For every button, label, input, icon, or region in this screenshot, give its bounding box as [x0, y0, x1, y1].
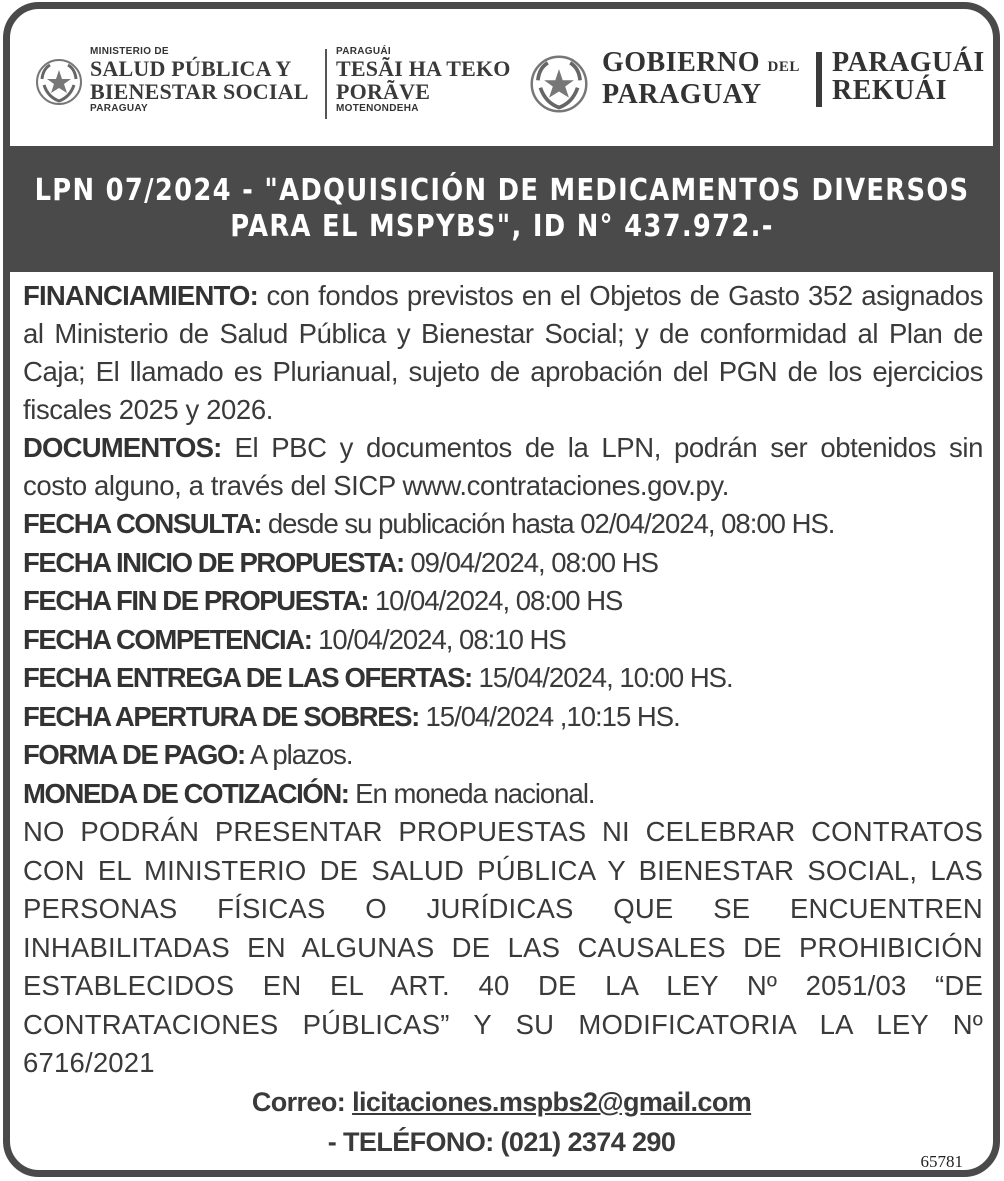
row-label: FECHA CONSULTA:: [23, 508, 262, 539]
notice-body: [23, 277, 983, 1083]
row-value: 10/04/2024, 08:10 HS: [311, 623, 566, 655]
ministry-small-bottom: PARAGUAY: [90, 103, 148, 114]
ministry-small-top: MINISTERIO DE: [90, 46, 169, 57]
title-line1: LPN 07/2024 - "ADQUISICIÓN DE MEDICAMENTOS DIVERSOS: [34, 173, 969, 208]
ministry-line1: SALUD PÚBLICA Y: [90, 56, 292, 81]
email-label: Correo:: [251, 1087, 353, 1117]
financiamiento-label: FINANCIAMIENTO:: [23, 280, 258, 311]
tesai-small-top: PARAGUÁI: [336, 46, 391, 57]
title-banner: [10, 146, 993, 272]
rekuai-line2: REKUÁI: [832, 75, 948, 106]
notice-title: [20, 173, 983, 245]
ministry-logo: [90, 46, 309, 114]
title-line2: PARA EL MSPYBS", ID N° 437.972.-: [229, 209, 774, 244]
row-label: FECHA COMPETENCIA:: [23, 623, 312, 655]
row-value: desde su publicación hasta 02/04/2024, 08:00 HS.: [261, 508, 835, 539]
row-value: En moneda nacional.: [348, 777, 595, 809]
documentos-text: El PBC y documentos de la LPN, podrán ser obtenidos sin costo alguno, a través del SICP www.contrataciones.gov.py.: [23, 432, 983, 501]
row-value: A plazos.: [244, 739, 353, 770]
publication-code: 65781: [920, 1152, 963, 1171]
email-line: [10, 1087, 993, 1118]
tesai-line2: PORÃVE: [336, 79, 431, 104]
fecha-fin-row: [23, 582, 983, 621]
fecha-competencia-row: [23, 621, 983, 660]
header-logos: [10, 9, 993, 146]
gobierno-word2: PARAGUAY: [602, 79, 762, 110]
row-value: 15/04/2024 ,10:15 HS.: [418, 700, 680, 732]
fecha-consulta-row: [23, 505, 983, 544]
prohibition-notice: NO PODRÁN PRESENTAR PROPUESTAS NI CELEBRAR CONTRATOS CON EL MINISTERIO DE SALUD PÚBLICA Y BIENESTAR SOCIAL, LAS PERSONAS FÍSICAS O JURÍDICAS QUE SE ENCUENTREN INHABILITADAS EN ALGUNAS DE LAS CAUSALES DE PROHIBICIÓN ESTABLECIDOS EN EL ART. 40 DE LA LEY Nº 2051/03 “DE CONTRATACIONES PÚBLICAS” Y SU MODIFICATORIA LA LEY Nº 6716/2021: [23, 816, 983, 1078]
rekuai-logo: [832, 49, 985, 105]
documentos-paragraph: [23, 429, 983, 505]
phone-line: - TELÉFONO: (021) 2374 290: [327, 1127, 676, 1157]
financiamiento-text: con fondos previstos en el Objetos de Gasto 352 asignados al Ministerio de Salud Pública y Bienestar Social; y de conformidad al Plan de Caja; El llamado es Plurianual, sujeto de aprobación del PGN de los ejercicios fiscales 2025 y 2026.: [23, 280, 983, 425]
notice-frame: [3, 2, 1000, 1177]
row-label: FECHA APERTURA DE SOBRES:: [23, 700, 419, 732]
row-label: MONEDA DE COTIZACIÓN:: [23, 777, 349, 809]
row-value: 15/04/2024, 10:00 HS.: [471, 662, 733, 693]
ministry-line2: BIENESTAR SOCIAL: [90, 79, 309, 104]
national-seal-icon: [528, 53, 590, 115]
tesai-small-bottom: MOTENONDEHA: [336, 103, 419, 114]
tesai-logo: [336, 46, 511, 114]
gobierno-word-small: DEL: [767, 59, 800, 75]
financiamiento-paragraph: [23, 277, 983, 429]
row-label: FECHA FIN DE PROPUESTA:: [23, 585, 369, 616]
moneda-row: [23, 775, 983, 814]
forma-pago-row: [23, 736, 983, 775]
documentos-label: DOCUMENTOS:: [23, 432, 222, 463]
row-value: 10/04/2024, 08:00 HS: [368, 585, 623, 616]
row-label: FORMA DE PAGO:: [23, 739, 245, 770]
logo-divider-bold: [816, 52, 822, 107]
logo-divider: [325, 49, 327, 119]
fecha-inicio-row: [23, 544, 983, 583]
row-label: FECHA INICIO DE PROPUESTA:: [23, 546, 404, 578]
rekuai-line1: PARAGUÁI: [832, 47, 985, 78]
email-link[interactable]: licitaciones.mspbs2@gmail.com: [352, 1087, 752, 1117]
fecha-entrega-row: [23, 659, 983, 698]
national-seal-icon: [34, 57, 84, 107]
fecha-apertura-row: [23, 698, 983, 737]
gobierno-word1: GOBIERNO: [602, 47, 761, 78]
row-value: 09/04/2024, 08:00 HS: [403, 546, 658, 578]
tesai-line1: TESÃI HA TEKO: [336, 56, 511, 81]
row-label: FECHA ENTREGA DE LAS OFERTAS:: [23, 662, 472, 693]
gobierno-logo: [602, 49, 800, 109]
